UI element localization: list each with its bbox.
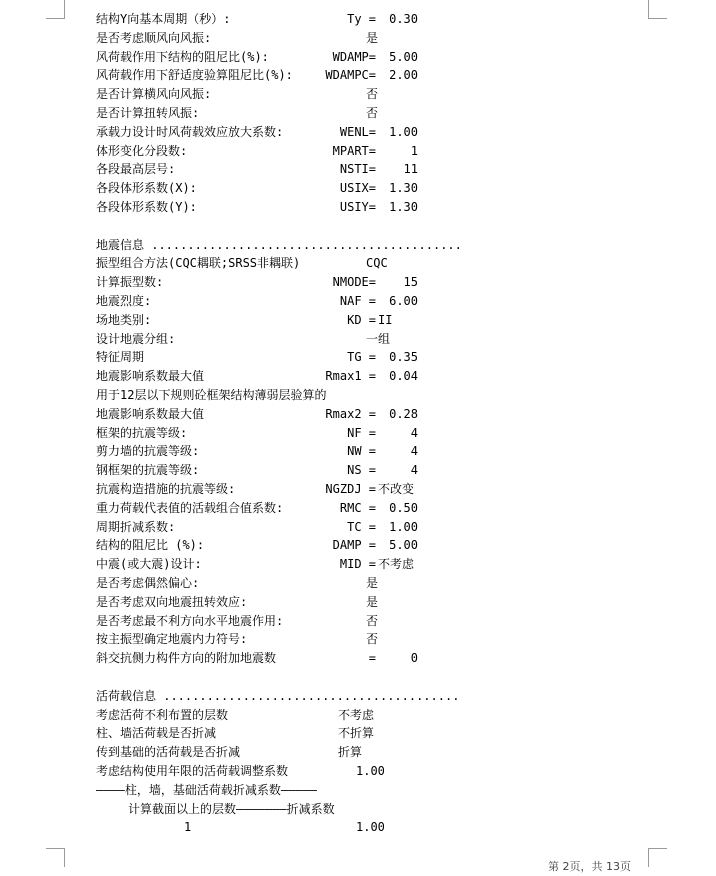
seismic-value: 4 <box>410 426 418 440</box>
crop-mark-bottom-right <box>648 848 667 867</box>
reduction-table-header: 计算截面以上的层数———————折减系数 <box>128 802 335 816</box>
seismic-label: 抗震构造措施的抗震等级: <box>96 482 236 496</box>
seismic-value: 6.00 <box>389 294 418 308</box>
live-heading: 活荷载信息 ......................................... <box>96 689 460 703</box>
wind-value: 否 <box>366 106 379 120</box>
seismic-value: 0.04 <box>389 369 418 383</box>
live-label: 考虑活荷不利布置的层数 <box>96 708 229 722</box>
wind-label: 各段最高层号: <box>96 162 176 176</box>
seismic-key: NMODE= <box>332 275 376 289</box>
live-label: 考虑结构使用年限的活荷载调整系数 <box>96 764 289 778</box>
seismic-label: 特征周期 <box>96 350 145 364</box>
wind-key: USIX= <box>339 181 376 195</box>
seismic-label: 中震(或大震)设计: <box>96 557 202 571</box>
wind-value: 0.30 <box>389 12 418 26</box>
wind-label: 结构Y向基本周期（秒）: <box>96 12 231 26</box>
seismic-key: Rmax1 = <box>325 369 376 383</box>
wind-label: 是否计算扭转风振: <box>96 106 200 120</box>
seismic-value: 否 <box>366 614 379 628</box>
wind-value: 否 <box>366 87 379 101</box>
seismic-value: 是 <box>366 576 379 590</box>
seismic-key: Rmax2 = <box>325 407 376 421</box>
wind-key: MPART= <box>332 144 376 158</box>
reduction-table-factor: 1.00 <box>356 820 385 834</box>
seismic-key: KD = <box>347 313 376 327</box>
wind-label: 承载力设计时风荷载效应放大系数: <box>96 125 284 139</box>
wind-label: 风荷载作用下舒适度验算阻尼比(%): <box>96 68 293 82</box>
wind-value: 2.00 <box>389 68 418 82</box>
wind-key: WDAMPC= <box>325 68 376 82</box>
seismic-key: = <box>368 651 376 665</box>
seismic-value: 5.00 <box>389 538 418 552</box>
wind-value: 1.30 <box>389 200 418 214</box>
seismic-key: MID = <box>339 557 376 571</box>
wind-key: WENL= <box>339 125 376 139</box>
page-footer: 第 2页，共 13页 <box>548 860 631 873</box>
seismic-heading: 地震信息 ........................................... <box>96 238 462 252</box>
wind-value: 11 <box>403 162 418 176</box>
seismic-key: NGZDJ = <box>325 482 376 496</box>
wind-value: 1.30 <box>389 181 418 195</box>
seismic-label: 计算振型数: <box>96 275 164 289</box>
seismic-value: 不考虑 <box>378 557 415 571</box>
seismic-value: 4 <box>410 444 418 458</box>
wind-label: 风荷载作用下结构的阻尼比(%): <box>96 50 269 64</box>
seismic-value: 0.28 <box>389 407 418 421</box>
seismic-label: 重力荷载代表值的活载组合值系数: <box>96 501 284 515</box>
seismic-key: TC = <box>347 520 376 534</box>
seismic-label: 地震影响系数最大值 <box>96 407 205 421</box>
wind-key: WDAMP= <box>332 50 376 64</box>
seismic-key: NW = <box>347 444 376 458</box>
seismic-label: 地震影响系数最大值 <box>96 369 205 383</box>
wind-value: 1 <box>410 144 418 158</box>
live-label: 传到基础的活荷载是否折减 <box>96 745 241 759</box>
wind-label: 是否考虑顺风向风振: <box>96 31 212 45</box>
seismic-label: 是否考虑双向地震扭转效应: <box>96 595 248 609</box>
crop-mark-top-right <box>648 0 667 19</box>
seismic-label: 框架的抗震等级: <box>96 426 188 440</box>
seismic-key: DAMP = <box>332 538 376 552</box>
seismic-label: 按主振型确定地震内力符号: <box>96 632 248 646</box>
wind-label: 是否计算横风向风振: <box>96 87 212 101</box>
live-value: 折算 <box>338 745 363 759</box>
seismic-value: 0 <box>410 651 418 665</box>
seismic-key: RMC = <box>339 501 376 515</box>
seismic-label: 是否考虑偶然偏心: <box>96 576 200 590</box>
seismic-value: 0.35 <box>389 350 418 364</box>
wind-label: 各段体形系数(X): <box>96 181 197 195</box>
seismic-key: TG = <box>347 350 376 364</box>
crop-mark-top-left <box>46 0 65 19</box>
seismic-label: 设计地震分组: <box>96 332 176 346</box>
seismic-value: CQC <box>366 256 388 270</box>
wind-key: Ty = <box>347 12 376 26</box>
seismic-label: 是否考虑最不利方向水平地震作用: <box>96 614 284 628</box>
wind-key: USIY= <box>339 200 376 214</box>
seismic-value: II <box>378 313 393 327</box>
seismic-label: 结构的阻尼比 (%): <box>96 538 205 552</box>
reduction-table-title: ————柱，墙，基础活荷载折减系数————— <box>96 783 318 797</box>
live-value: 不考虑 <box>338 708 375 722</box>
seismic-value: 是 <box>366 595 379 609</box>
seismic-label: 场地类别: <box>96 313 152 327</box>
seismic-label: 周期折减系数: <box>96 520 176 534</box>
wind-label: 各段体形系数(Y): <box>96 200 197 214</box>
wind-value: 是 <box>366 31 379 45</box>
crop-mark-bottom-left <box>46 848 65 867</box>
seismic-value: 否 <box>366 632 379 646</box>
seismic-value: 一组 <box>366 332 391 346</box>
seismic-value: 0.50 <box>389 501 418 515</box>
seismic-value: 15 <box>403 275 418 289</box>
seismic-value: 不改变 <box>378 482 415 496</box>
seismic-value: 1.00 <box>389 520 418 534</box>
reduction-table-floors: 1 <box>184 820 192 834</box>
seismic-label: 钢框架的抗震等级: <box>96 463 200 477</box>
seismic-key: NS = <box>347 463 376 477</box>
wind-value: 5.00 <box>389 50 418 64</box>
live-label: 柱、墙活荷载是否折减 <box>96 726 217 740</box>
seismic-label: 剪力墙的抗震等级: <box>96 444 200 458</box>
wind-value: 1.00 <box>389 125 418 139</box>
seismic-label: 地震烈度: <box>96 294 152 308</box>
live-value: 不折算 <box>338 726 375 740</box>
seismic-label: 用于12层以下规则砼框架结构薄弱层验算的 <box>96 388 327 402</box>
seismic-key: NAF = <box>339 294 376 308</box>
seismic-key: NF = <box>347 426 376 440</box>
wind-key: NSTI= <box>339 162 376 176</box>
seismic-value: 4 <box>410 463 418 477</box>
wind-label: 体形变化分段数: <box>96 144 188 158</box>
seismic-label: 斜交抗侧力构件方向的附加地震数 <box>96 651 277 665</box>
live-value: 1.00 <box>356 764 385 778</box>
seismic-label: 振型组合方法(CQC耦联;SRSS非耦联) <box>96 256 301 270</box>
